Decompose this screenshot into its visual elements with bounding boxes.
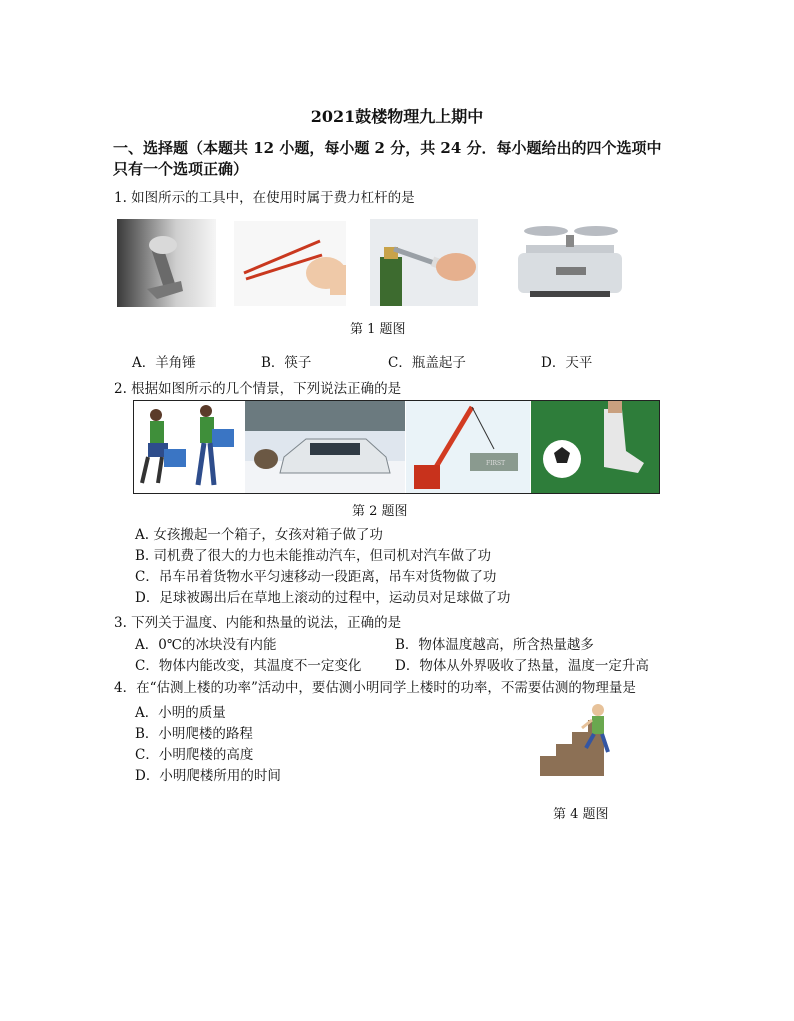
chopsticks-image [234,221,346,306]
q4-option-d[interactable]: D．小明爬楼所用的时间 [135,768,281,784]
q2-figure-strip [133,400,660,494]
q4-stem: 4．在“估测上楼的功率”活动中，要估测小明同学上楼时的功率，不需要估测的物理量是 [114,680,636,696]
q2-stem: 2. 根据如图所示的几个情景，下列说法正确的是 [114,381,402,397]
q2-option-c[interactable]: C．吊车吊着货物水平匀速移动一段距离，吊车对货物做了功 [135,569,497,585]
balance-scale-image [512,211,628,300]
q4-caption: 第 4 题图 [553,807,609,822]
q3-stem: 3. 下列关于温度、内能和热量的说法，正确的是 [114,615,402,631]
section-heading-line1: 一、选择题（本题共 12 小题，每小题 2 分，共 24 分．每小题给出的四个选项中 [113,139,662,157]
q2-option-a[interactable]: A. 女孩搬起一个箱子，女孩对箱子做了功 [135,527,383,543]
crane-container-label: FIRST [486,460,506,467]
section-heading-line2: 只有一个选项正确） [113,160,249,178]
bottle-opener-image [370,219,478,306]
q1-option-c[interactable]: C．瓶盖起子 [388,355,466,371]
q3-option-d[interactable]: D．物体从外界吸收了热量，温度一定升高 [395,658,649,674]
q3-option-b[interactable]: B．物体温度越高，所含热量越多 [395,637,594,653]
page-title: 2021鼓楼物理九上期中 [310,107,484,126]
q2-option-b[interactable]: B. 司机费了很大的力也未能推动汽车，但司机对汽车做了功 [135,548,492,564]
q4-option-a[interactable]: A．小明的质量 [135,705,226,721]
stair-climbing-image [538,700,626,778]
q1-option-a[interactable]: A．羊角锤 [132,355,196,371]
q4-option-c[interactable]: C．小明爬楼的高度 [135,747,254,763]
hammer-image [117,219,216,307]
q3-option-c[interactable]: C．物体内能改变，其温度不一定变化 [135,658,362,674]
q3-option-a[interactable]: A．0℃的冰块没有内能 [135,637,277,653]
q2-caption: 第 2 题图 [352,504,408,519]
q2-option-d[interactable]: D．足球被踢出后在草地上滚动的过程中，运动员对足球做了功 [135,590,511,606]
q1-caption: 第 1 题图 [350,322,406,337]
q1-stem: 1. 如图所示的工具中，在使用时属于费力杠杆的是 [114,190,415,206]
q1-option-b[interactable]: B．筷子 [261,355,312,371]
q1-option-d[interactable]: D．天平 [541,355,593,371]
q4-option-b[interactable]: B．小明爬楼的路程 [135,726,253,742]
